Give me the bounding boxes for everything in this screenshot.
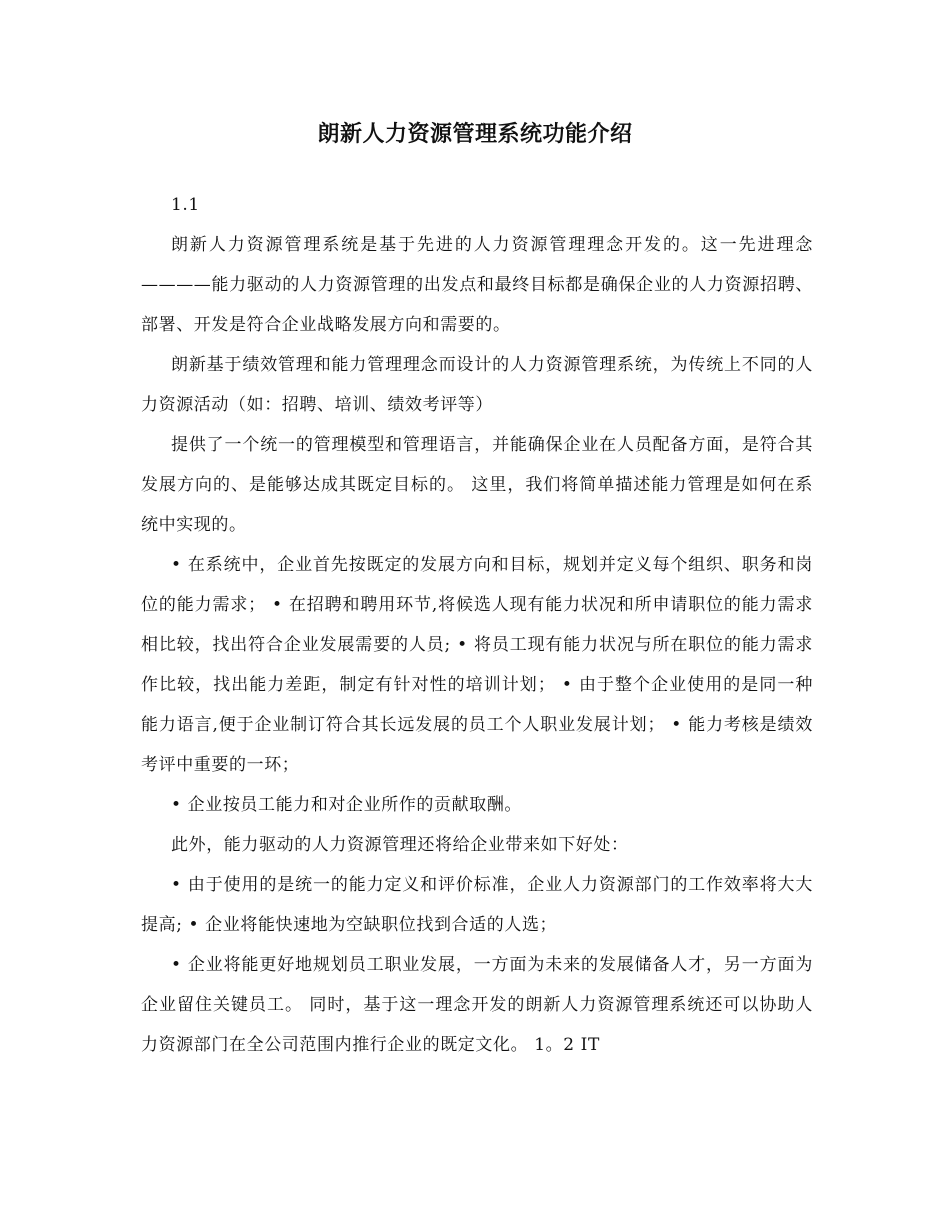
document-body (141, 185, 813, 1065)
document-title: 朗新人力资源管理系统功能介绍 (317, 121, 633, 147)
paragraph-design: 朗新基于绩效管理和能力管理理念而设计的人力资源管理系统，为传统上不同的人力资源活动（如：招聘、培训、绩效考评等） (141, 355, 813, 415)
paragraph-bullet-compensation: • 企业按员工能力和对企业所作的贡献取酬。 (171, 795, 523, 815)
paragraph-bullets-career: • 企业将能更好地规划员工职业发展，一方面为未来的发展储备人才，另一方面为企业留住关键员工。 同时，基于这一理念开发的朗新人力资源管理系统还可以协助人力资源部门在全公司范围内推行企业的既定文化。 1。2 IT (141, 955, 813, 1055)
paragraph-benefits-intro: 此外，能力驱动的人力资源管理还将给企业带来如下好处： (171, 835, 629, 855)
paragraph-intro: 朗新人力资源管理系统是基于先进的人力资源管理理念开发的。这一先进理念————能力驱动的人力资源管理的出发点和最终目标都是确保企业的人力资源招聘、部署、开发是符合企业战略发展方向和需要的。 (141, 235, 813, 335)
section-number: 1.1 (171, 195, 200, 215)
paragraph-bullets-efficiency: • 由于使用的是统一的能力定义和评价标准，企业人力资源部门的工作效率将大大提高; • 企业将能快速地为空缺职位找到合适的人选； (141, 875, 813, 935)
paragraph-bullets-capability: • 在系统中，企业首先按既定的发展方向和目标，规划并定义每个组织、职务和岗位的能力需求； • 在招聘和聘用环节,将候选人现有能力状况和所申请职位的能力需求相比较，找出符合企业发展需要的人员; • 将员工现有能力状况与所在职位的能力需求作比较，找出能力差距，制定有针对性的培训计划； • 由于整个企业使用的是同一种能力语言,便于企业制订符合其长远发展的员工个人职业发展计划； • 能力考核是绩效考评中重要的一环； (141, 555, 813, 775)
paragraph-model: 提供了一个统一的管理模型和管理语言，并能确保企业在人员配备方面，是符合其发展方向的、是能够达成其既定目标的。 这里，我们将简单描述能力管理是如何在系统中实现的。 (141, 435, 813, 535)
